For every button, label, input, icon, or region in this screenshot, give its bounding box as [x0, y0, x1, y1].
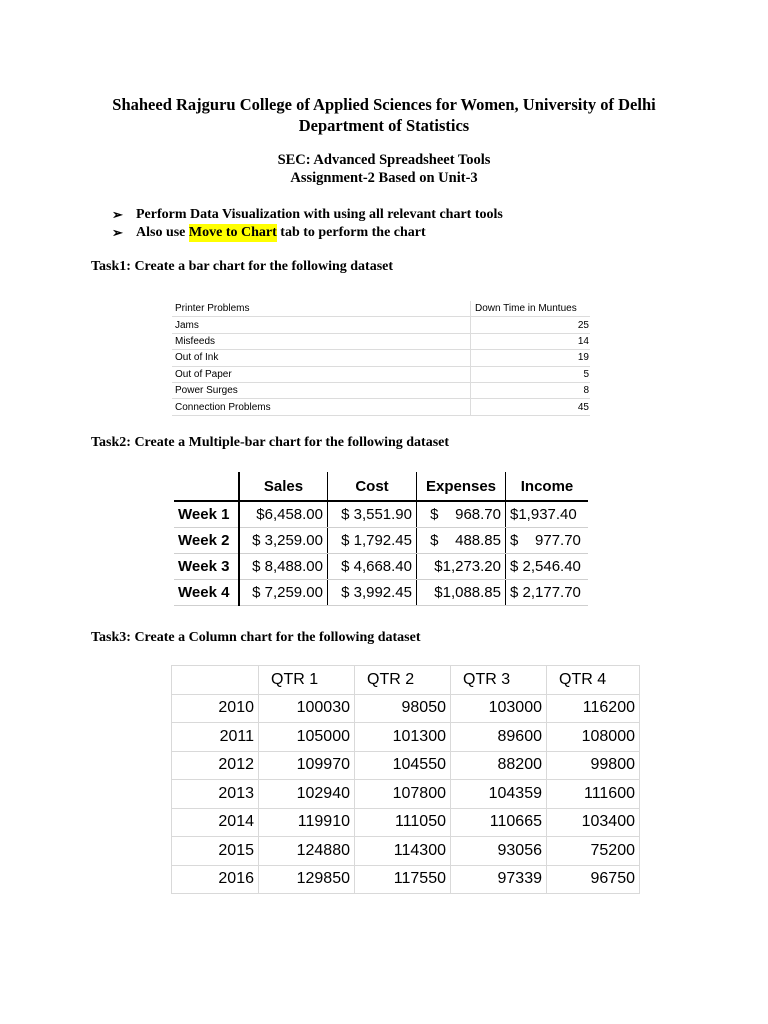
value-cell: 100030	[259, 694, 355, 723]
value-cell: $ 2,546.40	[506, 554, 589, 580]
college-title: Shaheed Rajguru College of Applied Sciences for Women, University of Delhi	[112, 95, 656, 114]
table-header-row	[174, 472, 588, 501]
instruction-text-post: tab to perform the chart	[276, 225, 426, 240]
year-cell: 2012	[172, 751, 259, 780]
highlighted-text: Move to Chart	[188, 225, 277, 240]
value-cell: 109970	[259, 751, 355, 780]
table-row	[172, 366, 590, 382]
problem-cell: Out of Ink	[172, 350, 471, 366]
column-header: QTR 4	[547, 666, 640, 695]
column-header: Cost	[328, 472, 417, 501]
value-cell: 104359	[451, 780, 547, 809]
value-cell: $ 1,792.45	[328, 528, 417, 554]
value-cell: $ 3,551.90	[328, 501, 417, 528]
instruction-item	[112, 224, 503, 242]
table-row	[172, 350, 590, 366]
table-row	[172, 333, 590, 349]
value-cell: 110665	[451, 808, 547, 837]
column-header: QTR 3	[451, 666, 547, 695]
value-cell: $ 4,668.40	[328, 554, 417, 580]
task1-title: Task1: Create a bar chart for the following dataset	[91, 259, 394, 274]
value-cell: $1,088.85	[417, 580, 506, 606]
problem-cell: Misfeeds	[172, 333, 471, 349]
column-header: Income	[506, 472, 589, 501]
value-cell: 96750	[547, 865, 640, 894]
downtime-cell: 14	[471, 333, 591, 349]
value-cell: 98050	[355, 694, 451, 723]
table-row	[172, 382, 590, 398]
table-row	[172, 808, 640, 837]
value-cell: 93056	[451, 837, 547, 866]
table-row	[174, 580, 588, 606]
assignment-title: Assignment-2 Based on Unit-3	[290, 170, 478, 186]
value-cell: $ 7,259.00	[239, 580, 328, 606]
week-label: Week 4	[174, 580, 239, 606]
column-header: Down Time in Muntues	[471, 301, 591, 317]
table-header-row	[172, 301, 590, 317]
table-header-row	[172, 666, 640, 695]
problem-cell: Jams	[172, 317, 471, 333]
week-label: Week 2	[174, 528, 239, 554]
value-cell: 107800	[355, 780, 451, 809]
table-row	[172, 399, 590, 415]
task3-table	[171, 665, 640, 894]
year-cell: 2011	[172, 723, 259, 752]
instruction-text-pre: Also use	[136, 225, 189, 240]
column-header: Printer Problems	[172, 301, 471, 317]
column-header: Expenses	[417, 472, 506, 501]
instruction-text: Perform Data Visualization with using all relevant chart tools	[136, 207, 503, 222]
value-cell: 114300	[355, 837, 451, 866]
value-cell: 97339	[451, 865, 547, 894]
table-row	[172, 837, 640, 866]
value-cell: $ 8,488.00	[239, 554, 328, 580]
table-row	[172, 751, 640, 780]
value-cell: $1,273.20	[417, 554, 506, 580]
department-title: Department of Statistics	[298, 116, 470, 135]
value-cell: 101300	[355, 723, 451, 752]
table-row	[174, 501, 588, 528]
value-cell: $ 488.85	[417, 528, 506, 554]
downtime-cell: 8	[471, 382, 591, 398]
column-header: QTR 2	[355, 666, 451, 695]
value-cell: $ 3,992.45	[328, 580, 417, 606]
task1-table	[172, 301, 590, 416]
instruction-list	[112, 206, 503, 242]
value-cell: 111050	[355, 808, 451, 837]
table-row	[172, 723, 640, 752]
year-cell: 2010	[172, 694, 259, 723]
table-row	[172, 780, 640, 809]
year-cell: 2014	[172, 808, 259, 837]
value-cell: 124880	[259, 837, 355, 866]
value-cell: $1,937.40	[506, 501, 589, 528]
value-cell: $6,458.00	[239, 501, 328, 528]
year-cell: 2016	[172, 865, 259, 894]
course-title: SEC: Advanced Spreadsheet Tools	[277, 152, 491, 168]
task2-title: Task2: Create a Multiple-bar chart for the following dataset	[91, 435, 450, 450]
value-cell: 88200	[451, 751, 547, 780]
value-cell: 89600	[451, 723, 547, 752]
table-row	[172, 865, 640, 894]
value-cell: 116200	[547, 694, 640, 723]
week-label: Week 3	[174, 554, 239, 580]
task3-title: Task3: Create a Column chart for the following dataset	[91, 630, 421, 645]
value-cell: 111600	[547, 780, 640, 809]
arrow-bullet-icon: ➢	[112, 225, 123, 240]
downtime-cell: 5	[471, 366, 591, 382]
problem-cell: Out of Paper	[172, 366, 471, 382]
value-cell: 103000	[451, 694, 547, 723]
value-cell: 129850	[259, 865, 355, 894]
instruction-item	[112, 206, 503, 224]
task2-table	[174, 472, 588, 606]
column-header: Sales	[239, 472, 328, 501]
week-label: Week 1	[174, 501, 239, 528]
column-header: QTR 1	[259, 666, 355, 695]
table-row	[172, 694, 640, 723]
table-row	[172, 317, 590, 333]
table-row	[174, 554, 588, 580]
value-cell: $ 968.70	[417, 501, 506, 528]
year-cell: 2013	[172, 780, 259, 809]
value-cell: 119910	[259, 808, 355, 837]
value-cell: $ 3,259.00	[239, 528, 328, 554]
value-cell: 103400	[547, 808, 640, 837]
column-header	[172, 666, 259, 695]
value-cell: 108000	[547, 723, 640, 752]
downtime-cell: 45	[471, 399, 591, 415]
value-cell: 99800	[547, 751, 640, 780]
year-cell: 2015	[172, 837, 259, 866]
column-header	[174, 472, 239, 501]
value-cell: 117550	[355, 865, 451, 894]
value-cell: 75200	[547, 837, 640, 866]
value-cell: $ 977.70	[506, 528, 589, 554]
arrow-bullet-icon: ➢	[112, 207, 123, 222]
downtime-cell: 19	[471, 350, 591, 366]
table-row	[174, 528, 588, 554]
downtime-cell: 25	[471, 317, 591, 333]
value-cell: $ 2,177.70	[506, 580, 589, 606]
problem-cell: Power Surges	[172, 382, 471, 398]
value-cell: 105000	[259, 723, 355, 752]
problem-cell: Connection Problems	[172, 399, 471, 415]
value-cell: 102940	[259, 780, 355, 809]
value-cell: 104550	[355, 751, 451, 780]
